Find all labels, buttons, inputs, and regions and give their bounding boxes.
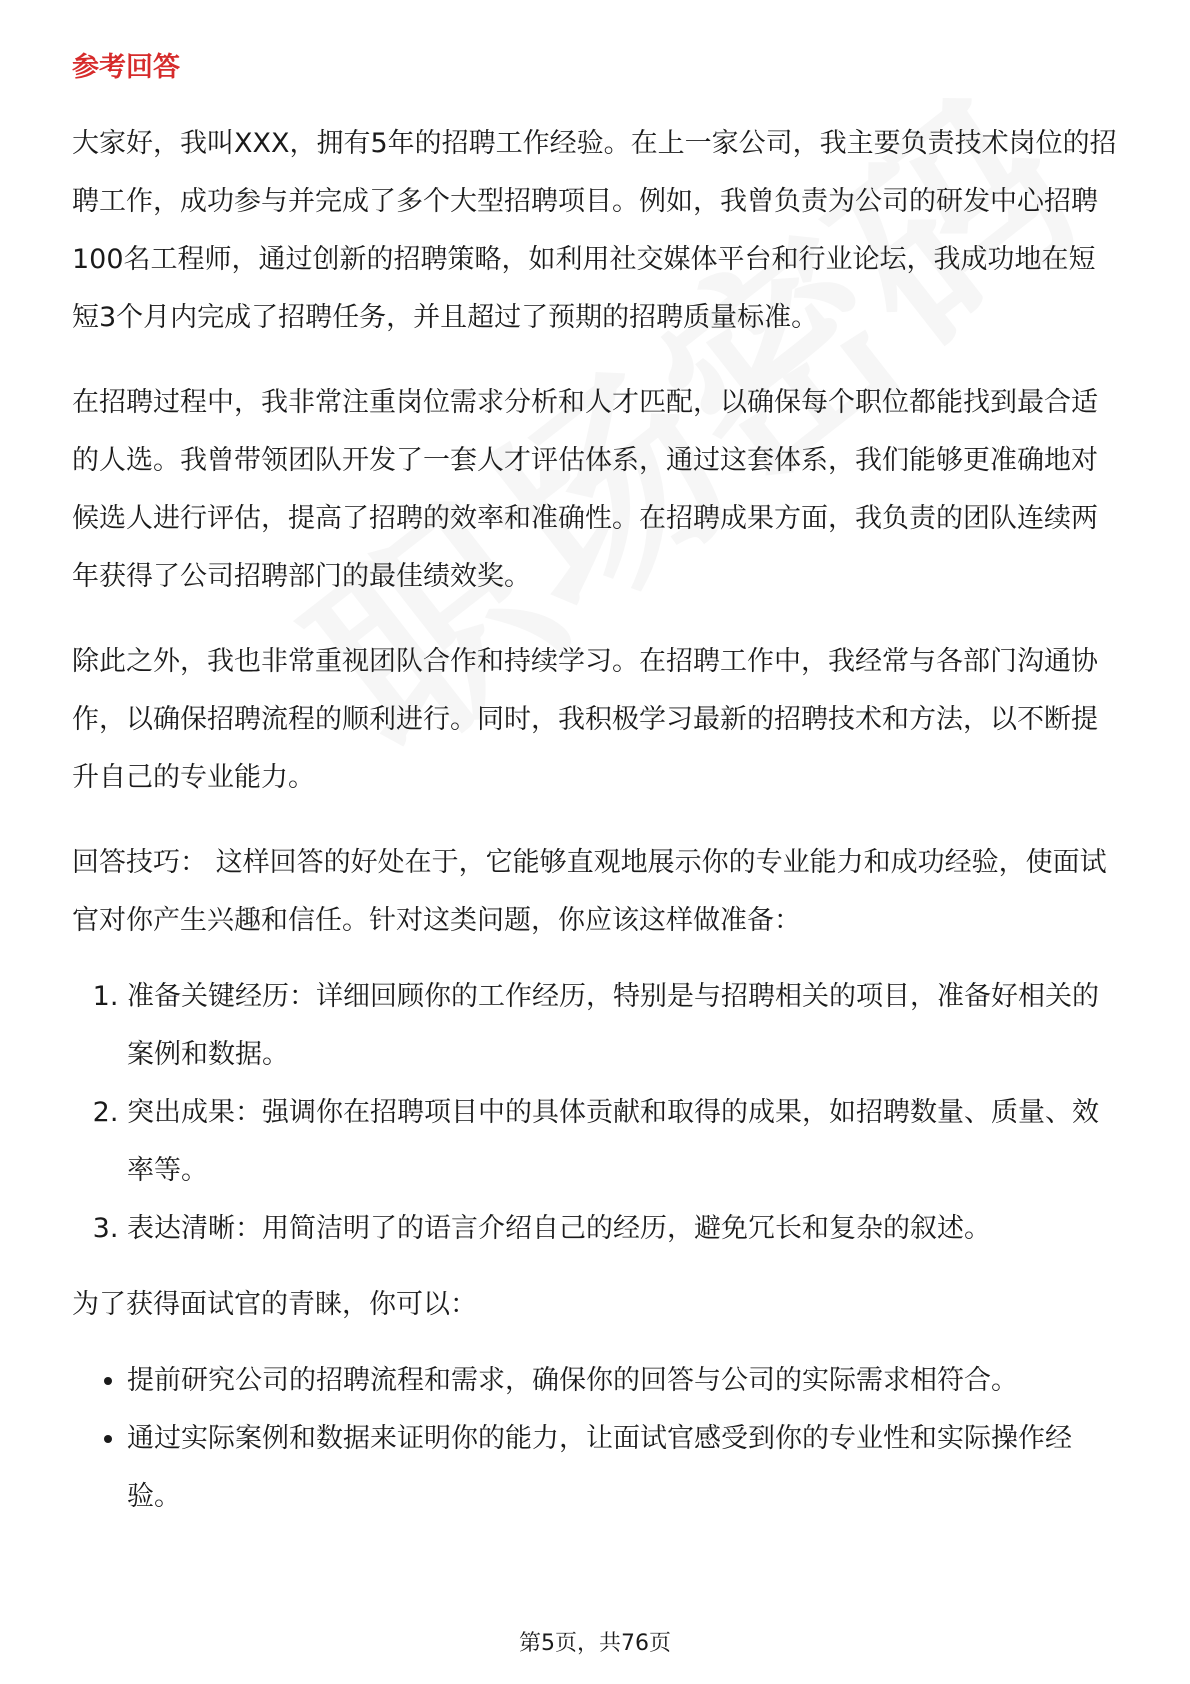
list-item: 3. 表达清晰：用简洁明了的语言介绍自己的经历，避免冗长和复杂的叙述。 — [127, 1200, 1122, 1258]
answer-tips: 回答技巧： 这样回答的好处在于，它能够直观地展示你的专业能力和成功经验，使面试官对你产生兴趣和信任。针对这类问题，你应该这样做准备： — [72, 847, 1107, 936]
closing-text: 为了获得面试官的青睐，你可以： — [72, 1289, 477, 1320]
list-item: 2. 突出成果：强调你在招聘项目中的具体贡献和取得的成果，如招聘数量、质量、效率等。 — [127, 1084, 1122, 1200]
list-item: • 提前研究公司的招聘流程和需求，确保你的回答与公司的实际需求相符合。 — [127, 1352, 1122, 1410]
page-footer: 第5页，共76页 — [519, 1631, 671, 1656]
paragraph-process: 在招聘过程中，我非常注重岗位需求分析和人才匹配，以确保每个职位都能找到最合适的人选。我曾带领团队开发了一套人才评估体系，通过这套体系，我们能够更准确地对候选人进行评估，提高了招聘的效率和准确性。在招聘成果方面，我负责的团队连续两年获得了公司招聘部门的最佳绩效奖。 — [72, 387, 1098, 592]
list-item: 1. 准备关键经历：详细回顾你的工作经历，特别是与招聘相关的项目，准备好相关的案例和数据。 — [127, 968, 1122, 1084]
document-page — [72, 48, 1122, 1526]
paragraph-intro: 大家好，我叫XXX，拥有5年的招聘工作经验。在上一家公司，我主要负责技术岗位的招聘工作，成功参与并完成了多个大型招聘项目。例如，我曾负责为公司的研发中心招聘100名工程师，通过创新的招聘策略，如利用社交媒体平台和行业论坛，我成功地在短短3个月内完成了招聘任务，并且超过了预期的招聘质量标准。 — [72, 128, 1117, 333]
list-item: • 通过实际案例和数据来证明你的能力，让面试官感受到你的专业性和实际操作经验。 — [127, 1410, 1122, 1526]
bullet-list — [72, 1352, 1122, 1526]
paragraph-teamwork: 除此之外，我也非常重视团队合作和持续学习。在招聘工作中，我经常与各部门沟通协作，以确保招聘流程的顺利进行。同时，我积极学习最新的招聘技术和方法，以不断提升自己的专业能力。 — [72, 646, 1098, 793]
section-heading: 参考回答 — [72, 52, 180, 83]
steps-list — [72, 968, 1122, 1258]
